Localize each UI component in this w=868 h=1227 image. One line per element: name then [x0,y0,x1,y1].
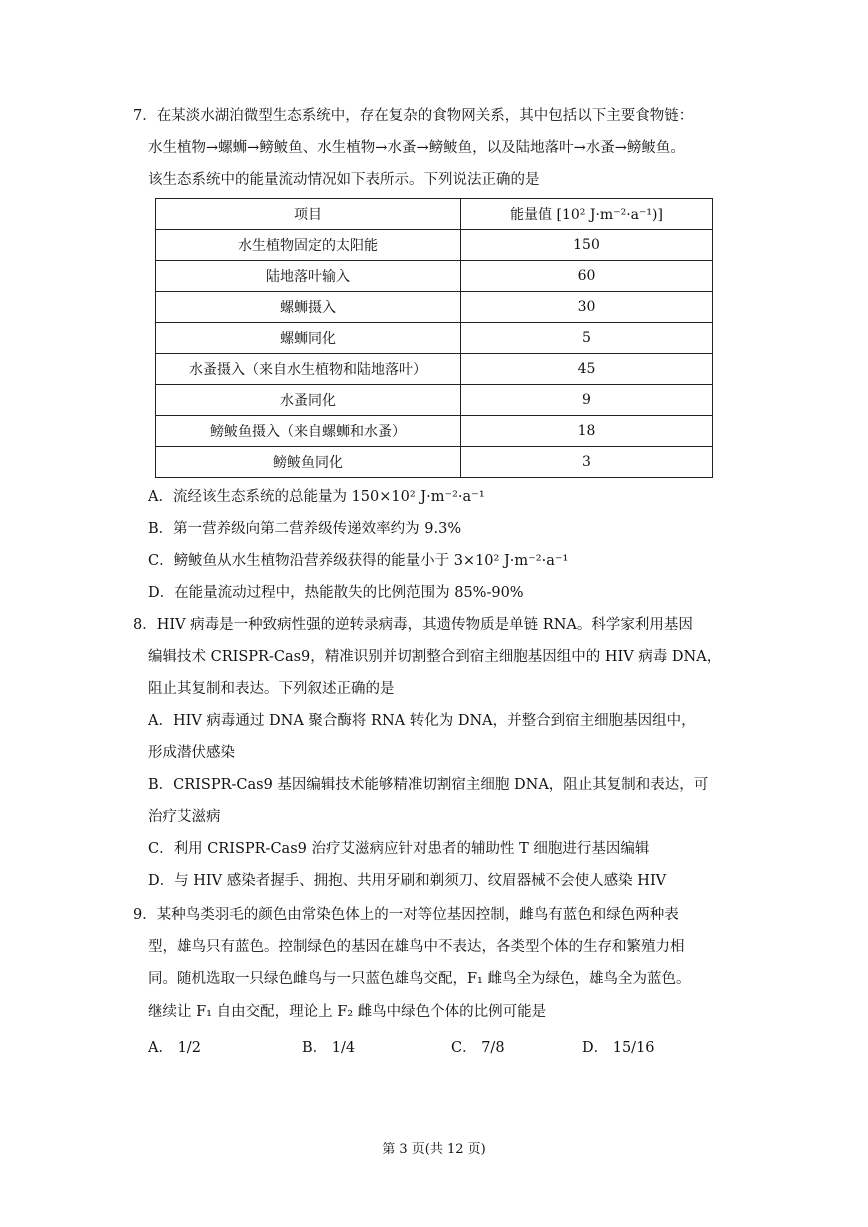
q9-stem-line-4: 继续让 F₁ 自由交配，理论上 F₂ 雌鸟中绿色个体的比例可能是 [148,1004,547,1020]
q7-stem-line-1: 7．在某淡水湖泊微型生态系统中，存在复杂的食物网关系，其中包括以下主要食物链： [133,108,694,124]
table-cell-item: 陆地落叶输入 [156,261,461,292]
q9-option-a: A． 1/2 [148,1040,201,1056]
q7-stem-line-3: 该生态系统中的能量流动情况如下表所示。下列说法正确的是 [148,172,540,188]
q9-stem-line-1: 9．某种鸟类羽毛的颜色由常染色体上的一对等位基因控制，雌鸟有蓝色和绿色两种表 [133,907,679,923]
table-cell-value: 5 [461,323,713,354]
q8-option-b-line-1: B．CRISPR-Cas9 基因编辑技术能够精准切割宿主细胞 DNA，阻止其复制和表达，可 [148,777,709,793]
table-cell-value: 60 [461,261,713,292]
q8-option-c: C．利用 CRISPR-Cas9 治疗艾滋病应针对患者的辅助性 T 细胞进行基因编辑 [148,841,650,857]
energy-flow-table [155,198,713,478]
q9-option-b: B． 1/4 [302,1040,356,1056]
table-cell-item: 水蚤同化 [156,385,461,416]
table-row [156,354,713,385]
page-footer [0,1138,868,1157]
q9-option-c: C． 7/8 [451,1040,505,1056]
q9-stem-line-3: 同。随机选取一只绿色雌鸟与一只蓝色雄鸟交配，F₁ 雌鸟全为绿色，雄鸟全为蓝色。 [148,971,691,987]
q7-option-a: A．流经该生态系统的总能量为 150×10² J·m⁻²·a⁻¹ [148,489,485,505]
table-cell-item: 鳑鲏鱼同化 [156,447,461,478]
table-cell-item: 螺蛳同化 [156,323,461,354]
table-row [156,261,713,292]
q8-option-a-line-2: 形成潜伏感染 [148,745,235,761]
table-cell-value: 9 [461,385,713,416]
page-number: 第 3 页(共 12 页) [382,1142,486,1157]
q7-stem-line-2: 水生植物→螺蛳→鳑鲏鱼、水生植物→水蚤→鳑鲏鱼，以及陆地落叶→水蚤→鳑鲏鱼。 [148,140,685,156]
q8-option-a-line-1: A．HIV 病毒通过 DNA 聚合酶将 RNA 转化为 DNA，并整合到宿主细胞基因组中， [148,713,696,729]
table-row [156,447,713,478]
table-cell-item: 水生植物固定的太阳能 [156,230,461,261]
table-row [156,416,713,447]
table-cell-item: 鳑鲏鱼摄入（来自螺蛳和水蚤） [156,416,461,447]
q8-stem-line-2: 编辑技术 CRISPR-Cas9，精准识别并切割整合到宿主细胞基因组中的 HIV 病毒 DNA， [148,649,722,665]
table-row [156,385,713,416]
table-header-item: 项目 [156,199,461,230]
q8-stem-line-1: 8．HIV 病毒是一种致病性强的逆转录病毒，其遗传物质是单链 RNA。科学家利用基因 [133,617,693,633]
table-row [156,292,713,323]
q8-option-b-line-2: 治疗艾滋病 [148,809,221,825]
table-cell-item: 水蚤摄入（来自水生植物和陆地落叶） [156,354,461,385]
q8-stem-line-3: 阻止其复制和表达。下列叙述正确的是 [148,681,395,697]
q9-option-d: D． 15/16 [582,1040,655,1056]
table-cell-value: 150 [461,230,713,261]
q7-option-d: D．在能量流动过程中，热能散失的比例范围为 85%-90% [148,585,524,601]
table-header-row [156,199,713,230]
q7-option-c: C．鳑鲏鱼从水生植物沿营养级获得的能量小于 3×10² J·m⁻²·a⁻¹ [148,553,569,569]
table-row [156,323,713,354]
table-cell-value: 3 [461,447,713,478]
table-cell-value: 18 [461,416,713,447]
table-cell-value: 45 [461,354,713,385]
q7-option-b: B．第一营养级向第二营养级传递效率约为 9.3% [148,521,462,537]
table-header-energy: 能量值 [10² J·m⁻²·a⁻¹)] [461,199,713,230]
q9-stem-line-2: 型，雄鸟只有蓝色。控制绿色的基因在雄鸟中不表达，各类型个体的生存和繁殖力相 [148,939,685,955]
q8-option-d: D．与 HIV 感染者握手、拥抱、共用牙刷和剃须刀、纹眉器械不会使人感染 HIV [148,873,667,889]
table-row [156,230,713,261]
table-cell-item: 螺蛳摄入 [156,292,461,323]
table-cell-value: 30 [461,292,713,323]
